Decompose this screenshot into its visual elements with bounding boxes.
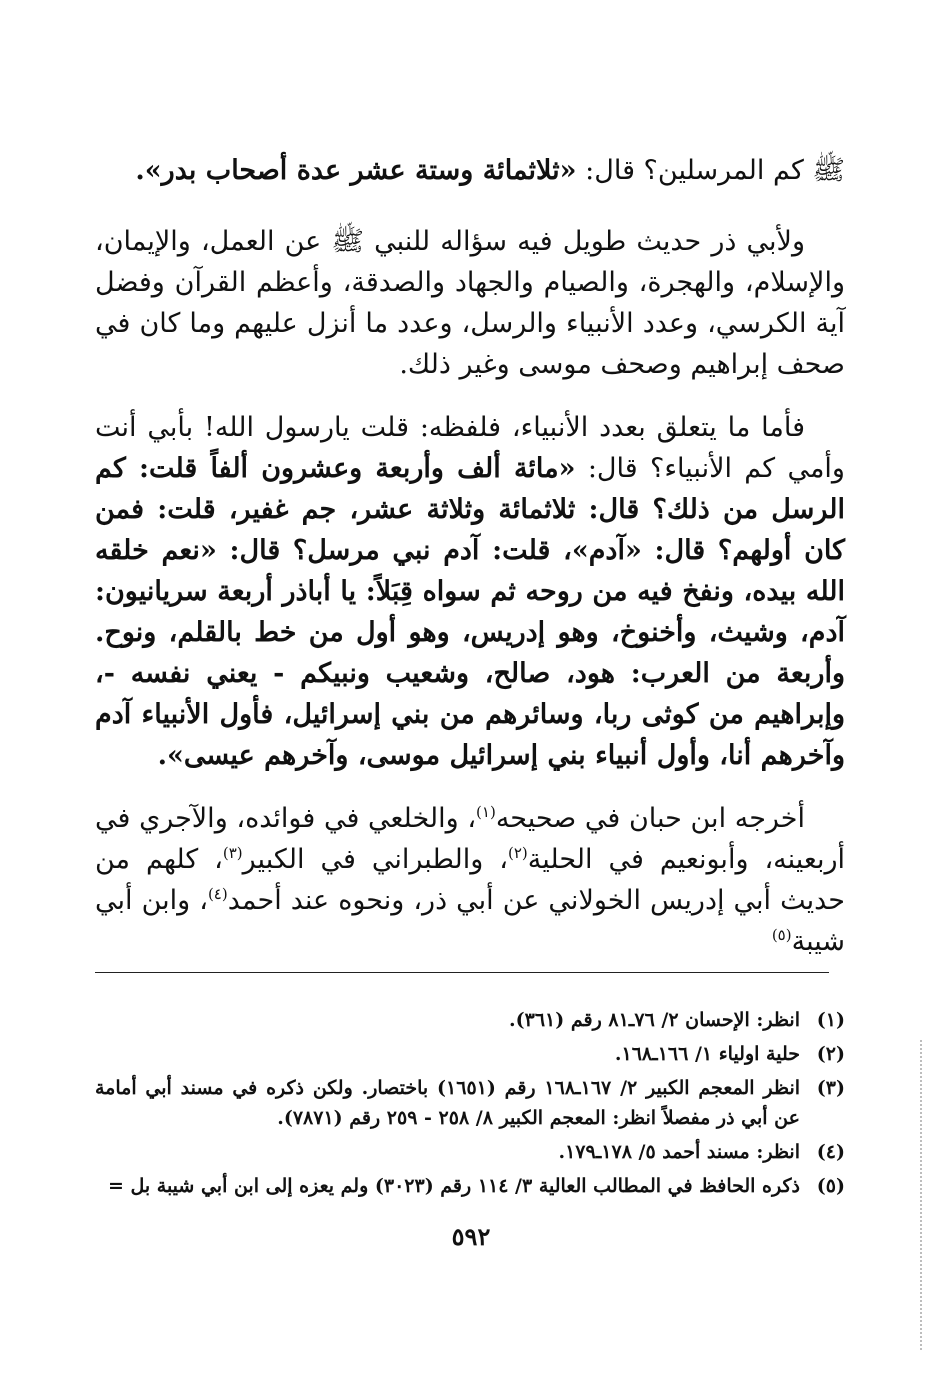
p4-segment-1: أخرجه ابن حبان في صحيحه bbox=[495, 803, 805, 834]
footnote bbox=[95, 1073, 845, 1133]
footnote-number: (٢) bbox=[816, 1043, 845, 1065]
paragraph-3-lead: فأما ما يتعلق بعدد الأنبياء، فلفظه: قلت يارسول الله! بأبي أنت وأمي كم الأنبياء؟ قال: bbox=[95, 412, 845, 484]
footnote-ref-5[interactable]: (٥) bbox=[771, 926, 792, 944]
main-text bbox=[95, 150, 845, 984]
footnote bbox=[95, 1039, 845, 1069]
paragraph-2: ولأبي ذر حديث طويل فيه سؤاله للنبي ﷺ عن العمل، والإيمان، والإسلام، والهجرة، والصيام والجهاد والصدقة، وأعظم القرآن وفضل آية الكرسي، وعدد الأنبياء والرسل، وعدد ما أنزل عليهم وما كان في صحف إبراهيم وصحف موسى وغير ذلك. bbox=[95, 226, 845, 380]
footnote-number: (٤) bbox=[816, 1141, 845, 1163]
paragraph-1-quote: «ثلاثمائة وستة عشر عدة أصحاب بدر». bbox=[135, 155, 577, 186]
p4-segment-2: ، والخلعي في فوائده، والآجري في أربعينه، وأبونعيم في الحلية bbox=[95, 803, 846, 875]
page-number: ٥٩٢ bbox=[451, 1222, 491, 1251]
footnote-ref-3[interactable]: (٣) bbox=[222, 844, 243, 862]
footnote-divider bbox=[95, 972, 829, 973]
footnote-text: ذكره الحافظ في المطالب العالية ٣/ ١١٤ رقم (٣٠٢٣) ولم يعزه إلى ابن أبي شيبة بل = bbox=[107, 1175, 800, 1197]
p4-segment-4: ، كلهم من حديث أبي إدريس الخولاني عن أبي ذر، ونحوه عند أحمد bbox=[95, 844, 845, 916]
scan-edge-artifact bbox=[920, 1040, 928, 1350]
footnote-number: (٥) bbox=[816, 1175, 845, 1197]
footnote-ref-1[interactable]: (١) bbox=[476, 803, 496, 821]
footnote-text: انظر: الإحسان ٢/ ٧٦ـ٨١ رقم (٣٦١). bbox=[509, 1009, 800, 1031]
footnotes bbox=[95, 1005, 845, 1205]
footnote-number: (٣) bbox=[816, 1077, 845, 1099]
paragraph-1-lead: ﷺ كم المرسلين؟ قال: bbox=[576, 155, 845, 186]
footnote-text: حلية اولياء ١/ ١٦٦ـ١٦٨. bbox=[614, 1043, 800, 1065]
paragraph-4 bbox=[95, 798, 845, 962]
footnote-text: انظر المعجم الكبير ٢/ ١٦٧ـ١٦٨ رقم (١٦٥١) باختصار. ولكن ذكره في مسند أبي أمامة عن أبي ذر مفصلاً انظر: المعجم الكبير ٨/ ٢٥٨ - ٢٥٩ رقم (٧٨٧١). bbox=[95, 1077, 801, 1129]
p4-segment-5: ، وابن أبي شيبة bbox=[95, 885, 845, 957]
paragraph-1 bbox=[95, 150, 845, 191]
footnote bbox=[95, 1137, 845, 1167]
footnote-ref-2[interactable]: (٢) bbox=[507, 844, 528, 862]
footnote bbox=[95, 1171, 845, 1201]
p4-segment-3: ، والطبراني في الكبير bbox=[242, 844, 508, 875]
footnote-text: انظر: مسند أحمد ٥/ ١٧٨ـ١٧٩. bbox=[558, 1141, 800, 1163]
footnote bbox=[95, 1005, 845, 1035]
paragraph-3 bbox=[95, 407, 845, 776]
footnote-number: (١) bbox=[816, 1009, 845, 1031]
paragraph-3-quote: «مائة ألف وأربعة وعشرون ألفاً قلت: كم الرسل من ذلك؟ قال: ثلاثمائة وثلاثة عشر، جم غفير، قلت: فمن كان أولهم؟ قال: «آدم»، قلت: آدم نبي مرسل؟ قال: «نعم خلقه الله بيده، ونفخ فيه من روحه ثم سواه قِبَلاً: يا أباذر أربعة سريانيون: آدم، وشيث، وأخنوخ، وهو إدريس، وهو أول من خط بالقلم، ونوح. وأربعة من العرب: هود، صالح، وشعيب ونبيكم - يعني نفسه -، وإبراهيم من كوثى ربا، وسائرهم من بني إسرائيل، فأول الأنبياء آدم وآخرهم أنا، وأول أنبياء بني إسرائيل موسى، وآخرهم عيسى». bbox=[95, 453, 845, 771]
footnote-ref-4[interactable]: (٤) bbox=[207, 885, 228, 903]
